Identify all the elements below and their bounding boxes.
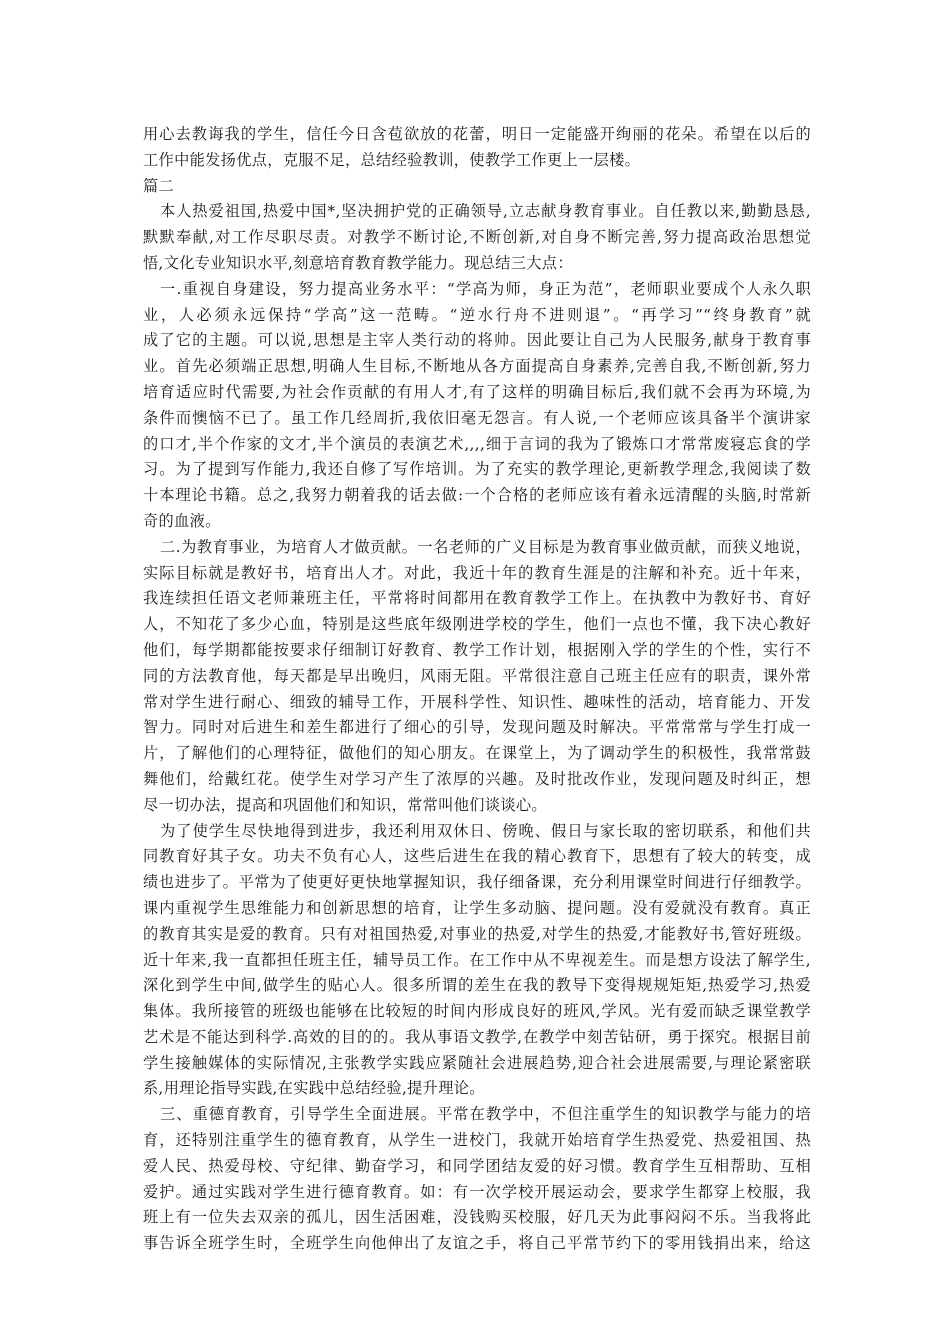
text-line: 爱护。通过实践对学生进行德育教育。如：有一次学校开展运动会，要求学生都穿上校服，我 [143, 1182, 811, 1201]
text-line: 片，了解他们的心理特征，做他们的知心朋友。在课堂上，为了调动学生的积极性，我常常鼓 [143, 744, 811, 763]
text-line: 智力。同时对后进生和差生都进行了细心的引导，发现问题及时解决。平常常常与学生打成一 [143, 718, 811, 737]
text-line: 奇的血液。 [143, 511, 221, 530]
text-line: 近十年来,我一直都担任班主任，辅导员工作。在工作中从不卑视差生。而是想方设法了解学生, [143, 950, 811, 969]
text-line: 的口才,半个作家的文才,半个演员的表演艺术,,,,细于言词的我为了锻炼口才常常废寝忘食的学 [143, 434, 811, 453]
text-line: 悟,文化专业知识水平,刻意培育教育教学能力。现总结三大点： [143, 253, 573, 272]
text-line: 十本理论书籍。总之,我努力朝着我的话去做:一个合格的老师应该有着永远清醒的头脑,时常新 [143, 486, 811, 505]
text-line: 同的方法教育他，每天都是早出晚归，风雨无阻。平常很注意自己班主任应有的职责，课外常 [143, 666, 811, 685]
text-line: 舞他们，给戴红花。使学生对学习产生了浓厚的兴趣。及时批改作业，发现问题及时纠正，想 [143, 769, 811, 788]
text-line: 默默奉献,对工作尽职尽责。对教学不断讨论,不断创新,对自身不断完善,努力提高政治思想觉 [143, 228, 811, 247]
text-line: 人，不知花了多少心血，特别是这些底年级刚进学校的学生，他们一点也不懂，我下决心教好 [143, 615, 811, 634]
text-line: 同教育好其子女。功夫不负有心人，这些后进生在我的精心教育下，思想有了较大的转变，成 [143, 847, 811, 866]
text-line: 育，还特别注重学生的德育教育，从学生一进校门，我就开始培育学生热爱党、热爱祖国、热 [143, 1131, 811, 1150]
text-line: 课内重视学生思维能力和创新思想的培育，让学生多动脑、提问题。没有爱就没有教育。真正 [143, 898, 811, 917]
document-page [143, 122, 811, 1257]
text-line: 习。为了提到写作能力,我还自修了写作培训。为了充实的教学理论,更新教学理念,我阅读了数 [143, 460, 811, 479]
text-line: 条件而懊恼不已了。虽工作几经周折,我依旧毫无怨言。有人说,一个老师应该具备半个演讲家 [143, 408, 811, 427]
text-line: 成了它的主题。可以说,思想是主宰人类行动的将帅。因此要让自己为人民服务,献身于教育事 [143, 331, 811, 350]
text-line: 本人热爱祖国,热爱中国*,坚决拥护党的正确领导,立志献身教育事业。自任教以来,勤勤恳恳, [160, 202, 811, 221]
text-line: 业。首先必须端正思想,明确人生目标,不断地从各方面提高自身素养,完善自我,不断创新,努力 [143, 357, 811, 376]
text-line: 我连续担任语文老师兼班主任，平常将时间都用在教育教学工作上。在执教中为教好书、育好 [143, 589, 811, 608]
text-line: 深化到学生中间,做学生的贴心人。很多所谓的差生在我的教导下变得规规矩矩,热爱学习,热爱 [143, 976, 811, 995]
text-line: 业，人必须永远保持“学高”这一范畴。“逆水行舟不进则退”。“再学习”“终身教育”就 [143, 305, 811, 324]
text-line: 为了使学生尽快地得到进步，我还利用双休日、傍晚、假日与家长取的密切联系，和他们共 [160, 821, 811, 840]
text-line: 尽一切办法，提高和巩固他们和知识，常常叫他们谈谈心。 [143, 795, 547, 814]
text-line: 绩也进步了。平常为了使更好更快地掌握知识，我仔细备课，充分利用课堂时间进行仔细教学。 [143, 873, 811, 892]
text-line: 事告诉全班学生时，全班学生向他伸出了友谊之手，将自己平常节约下的零用钱捐出来，给这 [143, 1234, 811, 1253]
text-line: 艺术是不能达到科学.高效的目的的。我从事语文教学,在教学中刻苦钻研，勇于探究。根据目前 [143, 1027, 811, 1046]
text-line: 的教育其实是爱的教育。只有对祖国热爱,对事业的热爱,对学生的热爱,才能教好书,管好班级。 [143, 924, 811, 943]
text-line: 用心去教诲我的学生，信任今日含苞欲放的花蕾，明日一定能盛开绚丽的花朵。希望在以后的 [143, 125, 811, 143]
text-line: 常对学生进行耐心、细致的辅导工作，开展科学性、知识性、趣味性的活动，培育能力、开发 [143, 692, 811, 711]
text-line: 工作中能发扬优点，克服不足，总结经验教训，使教学工作更上一层楼。 [143, 150, 641, 169]
text-line: 一.重视自身建设，努力提高业务水平：“学高为师，身正为范”，老师职业要成个人永久职 [160, 279, 811, 298]
text-line: 系,用理论指导实践,在实践中总结经验,提升理论。 [143, 1079, 485, 1098]
text-line: 二.为教育事业，为培育人才做贡献。一名老师的广义目标是为教育事业做贡献，而狭义地说， [160, 537, 811, 556]
text-line: 实际目标就是教好书，培育出人才。对此，我近十年的教育生涯是的注解和补充。近十年来， [143, 563, 811, 582]
text-line: 三、重德育教育，引导学生全面进展。平常在教学中，不但注重学生的知识教学与能力的培 [160, 1105, 811, 1124]
text-line: 班上有一位失去双亲的孤儿，因生活困难，没钱购买校服，好几天为此事闷闷不乐。当我将此 [143, 1208, 811, 1227]
text-line: 培育适应时代需要,为社会作贡献的有用人才,有了这样的明确目标后,我们就不会再为环境,为 [143, 382, 811, 401]
text-line: 他们，每学期都能按要求仔细制订好教育、教学工作计划，根据刚入学的学生的个性，实行不 [143, 640, 811, 659]
section-heading: 篇二 [143, 176, 175, 195]
text-line: 学生接触媒体的实际情况,主张教学实践应紧随社会进展趋势,迎合社会进展需要,与理论紧密联 [143, 1053, 811, 1072]
text-line: 爱人民、热爱母校、守纪律、勤奋学习，和同学团结友爱的好习惯。教育学生互相帮助、互相 [143, 1156, 811, 1175]
text-line: 集体。我所接管的班级也能够在比较短的时间内形成良好的班风,学风。光有爱而缺乏课堂教学 [143, 1002, 811, 1021]
